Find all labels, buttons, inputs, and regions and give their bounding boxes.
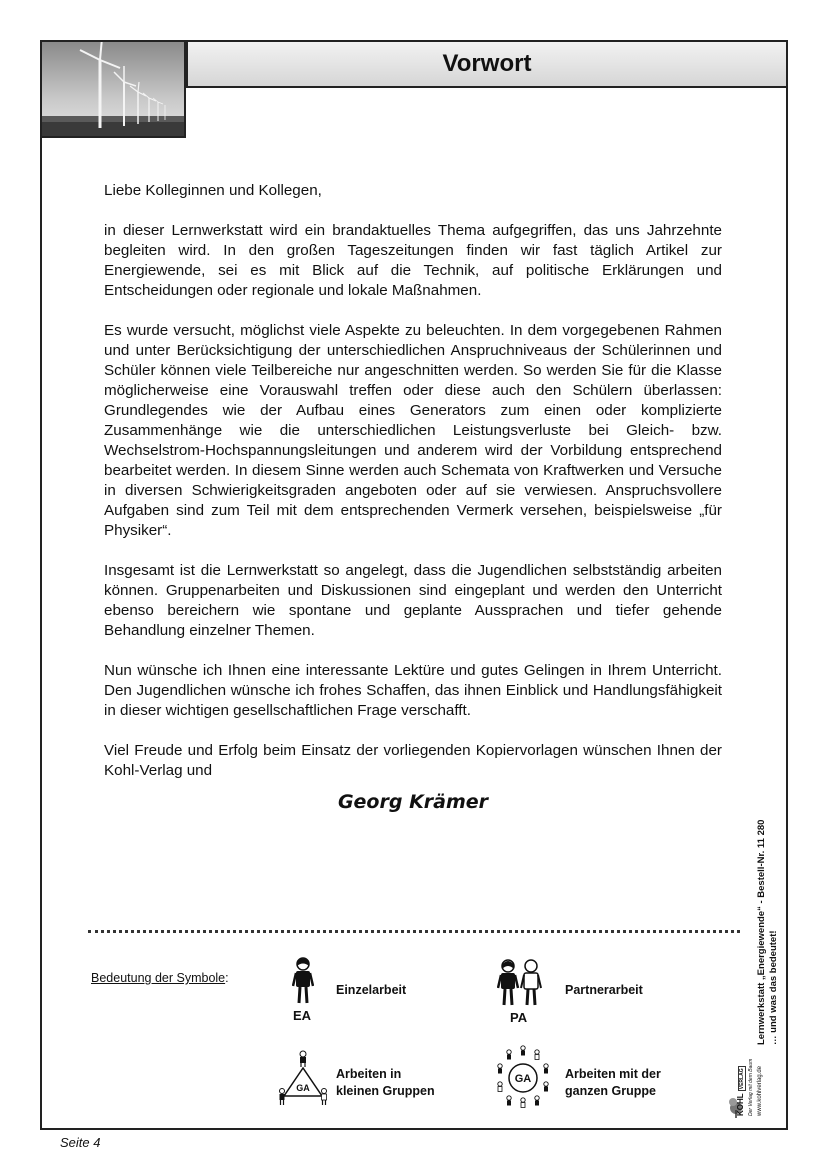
letter-body xyxy=(104,181,722,801)
page-title: Vorwort xyxy=(442,50,532,77)
label-line: Partnerarbeit xyxy=(565,983,643,997)
paragraph-5: Viel Freude und Erfolg beim Einsatz der vorliegenden Kopiervorlagen wünschen Ihnen der Kohl-Verlag und xyxy=(104,742,722,779)
label-line: Arbeiten mit der xyxy=(565,1067,661,1081)
publisher-url: www.kohlverlag.de xyxy=(757,1065,763,1116)
code-ea: EA xyxy=(293,1008,312,1023)
whole-group-icon xyxy=(495,1044,551,1115)
label-line: Arbeiten in xyxy=(336,1067,402,1081)
order-info-line2: … und was das bedeutet! xyxy=(768,930,779,1045)
legend-title-text: Bedeutung der Symbole xyxy=(91,971,226,985)
whole-group-code: GA xyxy=(514,1073,532,1085)
paragraph-3: Insgesamt ist die Lernwerkstatt so angelegt, dass die Jugendlichen selbstständig arbeiten können. Gruppenarbeiten und Diskussionen sind eingeplant und werden den Unterricht ebenso bereichern wie spontane und geplante Aussprachen und tiefer gehende Behandlung einzelner Themen. xyxy=(104,562,722,639)
wind-turbine-photo xyxy=(40,40,186,138)
greeting: Liebe Kolleginnen und Kollegen, xyxy=(104,182,322,199)
single-person-icon xyxy=(292,956,314,1011)
small-group-code: GA xyxy=(296,1083,310,1093)
paragraph-2: Es wurde versucht, möglichst viele Aspekte zu beleuchten. In dem vorgegebenen Rahmen und unter Berücksichtigung der unterschiedlichen Anspruchniveaus der Schülerinnen und Schüler können viele Teilbereiche nur angeschnitten werden. So werden Sie für die Klasse möglicherweise eine Vorauswahl treffen oder diese auch den Schülern überlassen: Grundlegendes wie der Aufbau eines Generators zum einen oder komplizierte Zusammenhänge wie die unterschiedlichen Leistungsverluste bei Gleich- bzw. Wechselstrom-Hochspannungsleitungen und anderem wird der Vorbildung entsprechend bearbeitet werden. In diesem Sinne werden auch Schemata von Kraftwerken und Versuche in diversen Schwierigkeitsgraden angeboten oder auf sie verwiesen. Anspruchsvollere Aufgaben sind zum Teil mit dem entsprechenden Vermerk versehen, beispielsweise „für Physiker“. xyxy=(104,322,722,539)
page-number: Seite 4 xyxy=(60,1135,101,1150)
order-info-line1: Lernwerkstatt „Energiewende“ - Bestell-Nr. 11 280 xyxy=(756,819,767,1045)
paragraph-1: in dieser Lernwerkstatt wird ein brandaktuelles Thema aufgegriffen, das uns Jahrzehnte begleiten wird. In den großen Tageszeitungen finden wir fast täglich Artikel zur Energiewende, sei es mit Blick auf die Technik, auf politische Erklärungen und Entscheidungen oder regionale und lokale Maßnahmen. xyxy=(104,222,722,299)
publisher-name: KOHL xyxy=(736,1093,745,1116)
label-einzelarbeit xyxy=(336,982,406,999)
publisher-logo xyxy=(728,1050,763,1120)
paragraph-4: Nun wünsche ich Ihnen eine interessante Lektüre und gutes Gelingen in Ihrem Unterricht. Den Jugendlichen wünsche ich frohes Schaffen, das ihnen Einblick und Handlungsfähigkeit in dieser wichtigen gesellschaftlichen Frage verschafft. xyxy=(104,662,722,719)
signature: Georg Krämer xyxy=(337,791,489,813)
label-line: Einzelarbeit xyxy=(336,983,407,997)
title-bar xyxy=(186,40,788,88)
legend-title xyxy=(91,971,229,985)
label-line: ganzen Gruppe xyxy=(565,1084,656,1098)
label-partnerarbeit xyxy=(565,982,643,999)
small-group-icon xyxy=(278,1050,328,1113)
label-ganze-gruppe xyxy=(565,1066,661,1100)
dotted-divider xyxy=(88,930,740,933)
publisher-tag: VERLAG xyxy=(739,1068,745,1090)
label-kleine-gruppen xyxy=(336,1066,435,1100)
publisher-slogan: Der Verlag mit dem Baum xyxy=(748,1058,754,1116)
label-line: kleinen Gruppen xyxy=(336,1084,435,1098)
two-persons-icon xyxy=(497,958,543,1013)
order-info xyxy=(756,820,780,1045)
code-pa: PA xyxy=(510,1010,528,1025)
legend-title-colon: : xyxy=(225,971,229,985)
